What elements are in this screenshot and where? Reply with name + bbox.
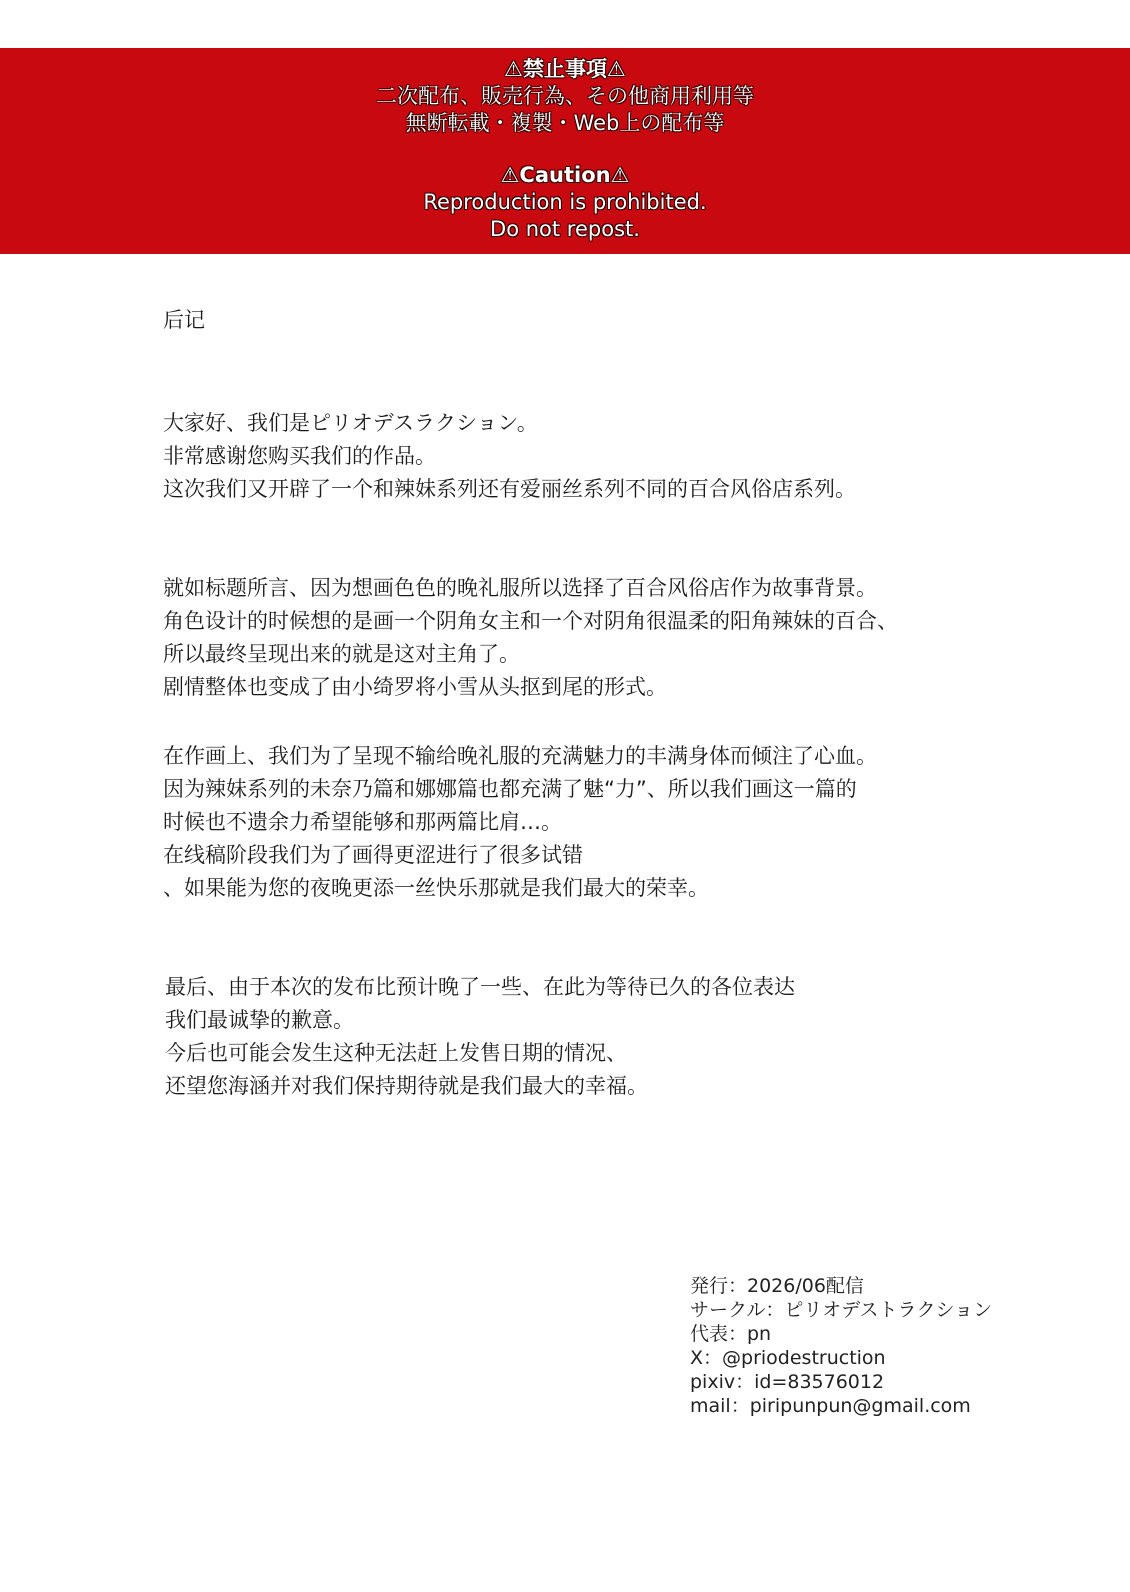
- caution-line-1: Reproduction is prohibited.: [423, 190, 707, 214]
- text-line: 、如果能为您的夜晚更添一丝快乐那就是我们最大的荣幸。: [163, 876, 709, 900]
- colophon-pixiv-id: pixiv：id=83576012: [690, 1371, 885, 1393]
- text-line: 所以最终呈现出来的就是这对主角了。: [163, 642, 520, 666]
- afterword-title: 后记: [163, 308, 205, 332]
- caution-line-2: Do not repost.: [490, 217, 640, 241]
- colophon-release: 発行：2026/06配信: [690, 1275, 864, 1297]
- colophon: [690, 1274, 992, 1418]
- colophon-x-handle: X：@priodestruction: [690, 1347, 886, 1369]
- colophon-representative: 代表：pn: [690, 1323, 772, 1345]
- text-line: 今后也可能会发生这种无法赶上发售日期的情况、: [165, 1041, 627, 1065]
- notice-line-1: 二次配布、販売行為、その他商用利用等: [376, 84, 754, 108]
- paragraph-art: [163, 740, 877, 905]
- prohibition-banner: [0, 48, 1130, 254]
- text-line: 在线稿阶段我们为了画得更涩进行了很多试错: [163, 843, 583, 867]
- text-line: 时候也不遗余力希望能够和那两篇比肩…。: [163, 810, 562, 834]
- paragraph-apology: [165, 971, 795, 1103]
- text-line: 角色设计的时候想的是画一个阴角女主和一个对阴角很温柔的阳角辣妹的百合、: [163, 609, 898, 633]
- text-line: 最后、由于本次的发布比预计晚了一些、在此为等待已久的各位表达: [165, 975, 795, 999]
- text-line: 非常感谢您购买我们的作品。: [163, 444, 436, 468]
- text-line: 还望您海涵并对我们保持期待就是我们最大的幸福。: [165, 1074, 648, 1098]
- paragraph-setting: [163, 572, 898, 704]
- text-line: 剧情整体也变成了由小绮罗将小雪从头抠到尾的形式。: [163, 675, 667, 699]
- colophon-circle: サークル：ピリオデストラクション: [690, 1299, 993, 1321]
- text-line: 我们最诚挚的歉意。: [165, 1008, 354, 1032]
- colophon-mail: mail：piripunpun@gmail.com: [690, 1395, 971, 1417]
- text-line: 因为辣妹系列的未奈乃篇和娜娜篇也都充满了魅“力”、所以我们画这一篇的: [163, 777, 857, 801]
- text-line: 这次我们又开辟了一个和辣妹系列还有爱丽丝系列不同的百合风俗店系列。: [163, 477, 856, 501]
- text-line: 在作画上、我们为了呈现不输给晚礼服的充满魅力的丰满身体而倾注了心血。: [163, 744, 877, 768]
- notice-line-2: 無断転載・複製・Web上の配布等: [405, 111, 725, 135]
- text-line: 大家好、我们是ピリオデスラクション。: [163, 411, 538, 435]
- notice-title: ⚠禁止事項⚠: [504, 57, 626, 81]
- paragraph-greeting: [163, 407, 856, 506]
- text-line: 就如标题所言、因为想画色色的晚礼服所以选择了百合风俗店作为故事背景。: [163, 576, 877, 600]
- caution-title: ⚠Caution⚠: [500, 163, 630, 187]
